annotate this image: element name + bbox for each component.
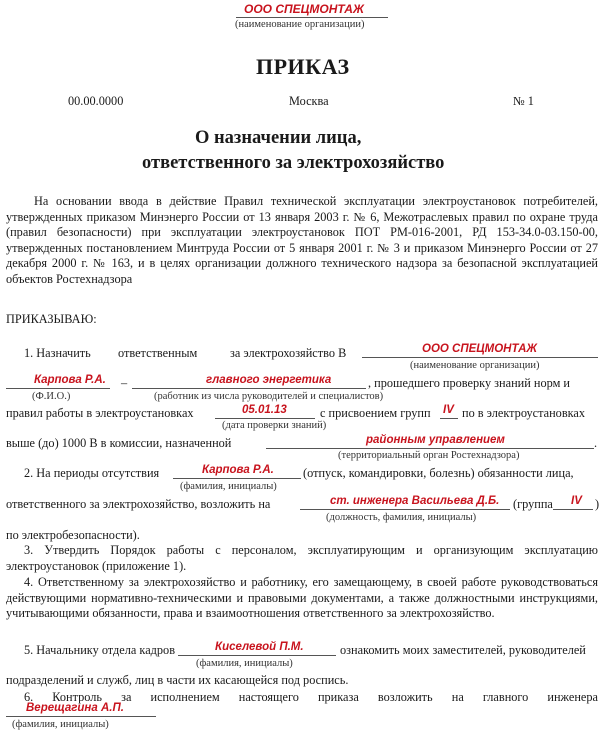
item1-org-caption: (наименование организации) <box>410 360 540 371</box>
item1-group-line <box>440 418 458 419</box>
item1-commission-caption: (территориальный орган Ростехнадзора) <box>338 450 520 461</box>
item5-person-line <box>178 655 336 656</box>
item5-line2: подразделений и служб, лиц в части их касающейся под роспись. <box>6 673 349 687</box>
item2-tail: по электробезопасности). <box>6 528 140 542</box>
item2-deputy: ст. инженера Васильева Д.Б. <box>330 495 500 507</box>
item1-date-line <box>215 418 315 419</box>
item1-person: Карпова Р.А. <box>34 374 106 386</box>
item2-group-close: ) <box>595 497 600 511</box>
org-name: ООО СПЕЦМОНТАЖ <box>244 2 365 16</box>
org-name-caption: (наименование организации) <box>235 19 365 30</box>
item6-caption: (фамилия, инициалы) <box>12 719 109 730</box>
item2-person: Карпова Р.А. <box>202 464 274 476</box>
item1-position: главного энергетика <box>206 374 332 386</box>
item5-person: Киселевой П.М. <box>215 641 304 653</box>
item2-lead: 2. На периоды отсутствия <box>24 466 160 480</box>
item6-text: 6. Контроль за исполнением настоящего приказа возложить на главного инженера <box>24 690 598 704</box>
item1-date-caption: (дата проверки знаний) <box>222 420 327 431</box>
item5-lead: 5. Начальнику отдела кадров <box>24 643 176 657</box>
item1-word2: ответственным <box>118 346 198 360</box>
item1-group: IV <box>443 404 454 416</box>
item1-position-line <box>132 388 366 389</box>
order-word: ПРИКАЗЫВАЮ: <box>6 312 97 326</box>
order-date: 00.00.0000 <box>68 94 124 108</box>
item2-deputy-caption: (должность, фамилия, инициалы) <box>326 512 477 523</box>
item2-group: IV <box>571 495 582 507</box>
item5-after: ознакомить моих заместителей, руководителей <box>340 643 586 657</box>
item1-after-group: по в электроустановках <box>462 406 586 420</box>
item1-check-date: 05.01.13 <box>242 404 287 416</box>
item1-word3: за электрохозяйство В <box>230 346 347 360</box>
item1-commission-line <box>266 448 594 449</box>
item1-commission-end: . <box>594 436 598 450</box>
item6-person-line <box>6 716 156 717</box>
item1-dash: – <box>121 376 128 390</box>
item1-commission: районным управлением <box>366 434 505 446</box>
order-city: Москва <box>289 94 329 108</box>
item1-person-caption: (Ф.И.О.) <box>32 391 71 402</box>
order-number: № 1 <box>513 94 534 108</box>
item2-group-line <box>553 509 593 510</box>
item2-person-line <box>173 478 301 479</box>
item1-after-position: , прошедшего проверку знаний норм и <box>368 376 571 390</box>
item3: 3. Утвердить Порядок работы с персоналом, эксплуатирующим и организующим эксплуатацию электроустановок (приложение 1). <box>6 543 598 573</box>
item1-position-caption: (работник из числа руководителей и специалистов) <box>154 391 384 402</box>
preamble: На основании ввода в действие Правил технической эксплуатации электроустановок потребителей, утвержденных приказом Минэнерго России от 13 января 2003 г. № 6, Межотраслевых правил по охране труда (правил безопасности) при эксплуатации электроустановок ПОТ РМ-016-2001, РД 153-34.0-03.150-00, утвержденных постановлением Минтруда России от 5 января 2001 г. № 3 и приказом Минэнерго России от 27 декабря 2000 г. № 163, и в целях организации должного технического надзора за безопасной эксплуатацией объектов Ростехнадзора <box>6 194 598 286</box>
subject-line-1: О назначении лица, <box>195 128 362 148</box>
item6-person: Верещагина А.П. <box>26 702 124 714</box>
item1-org-line <box>362 357 598 358</box>
item1-person-line <box>6 388 110 389</box>
item1-org: ООО СПЕЦМОНТАЖ <box>422 343 538 355</box>
item1-rules-text: правил работы в электроустановках <box>6 406 194 420</box>
item1-word1: 1. Назначить <box>24 346 91 360</box>
item2-assign-text: ответственного за электрохозяйство, возложить на <box>6 497 271 511</box>
page-title: ПРИКАЗ <box>256 54 350 79</box>
item2-person-caption: (фамилия, инициалы) <box>180 481 277 492</box>
item4: 4. Ответственному за электрохозяйство и работнику, его замещающему, в своей работе руководствоваться действующими нормативно-техническими и правовыми документами, а также должностными инструкциями, учитывающими обязанности, права и взаимоотношения ответственного за электрохозяйство. <box>6 575 598 621</box>
item2-after-person: (отпуск, командировки, болезнь) обязанности лица, <box>303 466 574 480</box>
item1-voltage-text: выше (до) 1000 В в комиссии, назначенной <box>6 436 232 450</box>
item5-caption: (фамилия, инициалы) <box>196 658 293 669</box>
subject-line-2: ответственного за электрохозяйство <box>142 153 445 173</box>
org-name-line <box>236 17 388 18</box>
item2-group-label: (группа <box>513 497 553 511</box>
item2-deputy-line <box>300 509 510 510</box>
item1-group-text: с присвоением групп <box>320 406 431 420</box>
